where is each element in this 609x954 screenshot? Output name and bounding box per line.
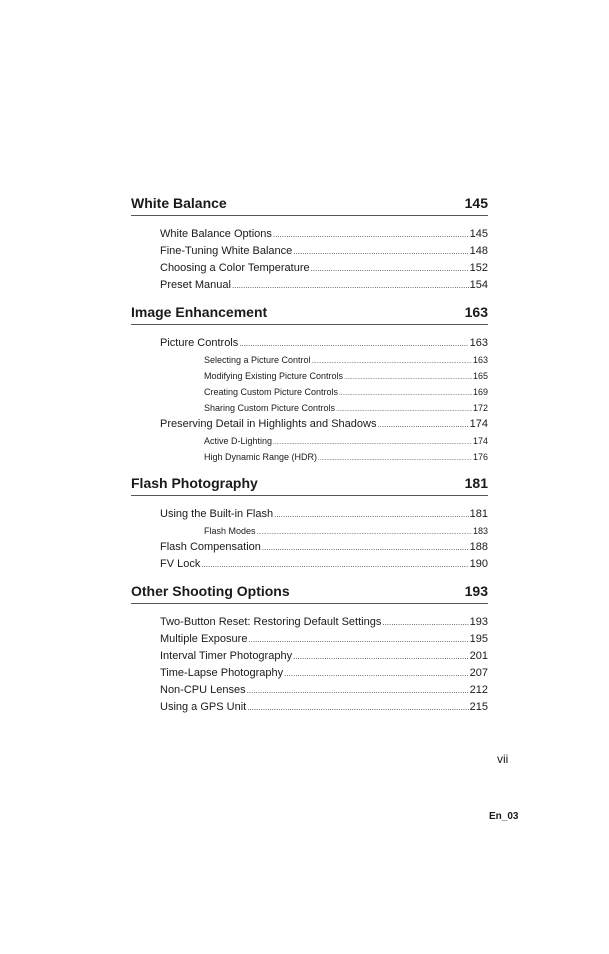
entry-label: Choosing a Color Temperature [160, 262, 310, 274]
entry-list [131, 335, 488, 465]
toc-subentry[interactable] [131, 523, 488, 539]
entry-list [131, 226, 488, 294]
entry-label: Using a GPS Unit [160, 701, 247, 713]
entry-label: Multiple Exposure [160, 633, 248, 645]
toc-entry[interactable] [131, 665, 488, 682]
entry-label: Time-Lapse Photography [160, 667, 284, 679]
toc-entry[interactable] [131, 506, 488, 523]
entry-page: 145 [469, 228, 488, 240]
entry-page: 169 [472, 387, 488, 397]
toc-section [131, 193, 488, 294]
entry-label: FV Lock [160, 558, 201, 570]
dot-leader [232, 277, 469, 294]
entry-label: Two-Button Reset: Restoring Default Settings [160, 616, 382, 628]
toc-section [131, 302, 488, 465]
entry-page: 193 [469, 616, 488, 628]
toc-subentry[interactable] [131, 368, 488, 384]
section-title: White Balance [131, 195, 227, 211]
section-title: Other Shooting Options [131, 583, 290, 599]
section-page: 193 [464, 583, 488, 599]
entry-page: 174 [472, 436, 488, 446]
dot-leader [344, 370, 472, 386]
table-of-contents [131, 193, 488, 724]
dot-leader [382, 614, 468, 631]
entry-page: 163 [469, 337, 488, 349]
toc-entry[interactable] [131, 556, 488, 573]
entry-page: 190 [469, 558, 488, 570]
dot-leader [284, 665, 469, 682]
entry-label: High Dynamic Range (HDR) [204, 452, 318, 462]
toc-entry[interactable] [131, 648, 488, 665]
dot-leader [293, 243, 468, 260]
toc-entry[interactable] [131, 699, 488, 716]
entry-page: 183 [472, 526, 488, 536]
dot-leader [239, 335, 468, 352]
dot-leader [201, 556, 468, 573]
dot-leader [377, 416, 468, 433]
toc-subentry[interactable] [131, 352, 488, 368]
entry-page: 215 [469, 701, 488, 713]
dot-leader [273, 226, 469, 243]
entry-label: Creating Custom Picture Controls [204, 387, 339, 397]
section-heading[interactable] [131, 581, 488, 604]
toc-entry[interactable] [131, 260, 488, 277]
section-heading[interactable] [131, 302, 488, 325]
section-page: 181 [464, 475, 488, 491]
entry-page: 195 [469, 633, 488, 645]
entry-label: Picture Controls [160, 337, 239, 349]
toc-entry[interactable] [131, 226, 488, 243]
section-title: Flash Photography [131, 475, 258, 491]
toc-entry[interactable] [131, 416, 488, 433]
entry-page: 212 [469, 684, 488, 696]
entry-label: Non-CPU Lenses [160, 684, 246, 696]
section-heading[interactable] [131, 473, 488, 496]
toc-subentry[interactable] [131, 433, 488, 449]
toc-subentry[interactable] [131, 449, 488, 465]
entry-page: 207 [469, 667, 488, 679]
dot-leader [247, 682, 469, 699]
dot-leader [318, 451, 472, 467]
entry-page: 163 [472, 355, 488, 365]
entry-page: 181 [469, 508, 488, 520]
section-heading[interactable] [131, 193, 488, 216]
section-title: Image Enhancement [131, 304, 268, 320]
entry-page: 152 [469, 262, 488, 274]
toc-subentry[interactable] [131, 384, 488, 400]
toc-entry[interactable] [131, 682, 488, 699]
entry-label: Fine-Tuning White Balance [160, 245, 293, 257]
entry-page: 148 [469, 245, 488, 257]
entry-label: Preserving Detail in Highlights and Shadows [160, 418, 377, 430]
entry-page: 174 [469, 418, 488, 430]
dot-leader [262, 539, 469, 556]
entry-label: White Balance Options [160, 228, 272, 240]
entry-page: 176 [472, 452, 488, 462]
dot-leader [339, 386, 472, 402]
entry-label: Preset Manual [160, 279, 231, 291]
dot-leader [274, 506, 469, 523]
dot-leader [311, 260, 469, 277]
entry-page: 172 [472, 403, 488, 413]
entry-label: Using the Built-in Flash [160, 508, 274, 520]
toc-section [131, 581, 488, 716]
entry-page: 165 [472, 371, 488, 381]
entry-label: Flash Compensation [160, 541, 261, 553]
entry-list [131, 614, 488, 716]
dot-leader [293, 648, 469, 665]
dot-leader [248, 631, 468, 648]
entry-page: 201 [469, 650, 488, 662]
page-number: vii [497, 752, 509, 766]
entry-label: Modifying Existing Picture Controls [204, 371, 344, 381]
section-page: 163 [464, 304, 488, 320]
entry-page: 188 [469, 541, 488, 553]
entry-label: Flash Modes [204, 526, 256, 536]
toc-entry[interactable] [131, 243, 488, 260]
entry-label: Sharing Custom Picture Controls [204, 403, 336, 413]
footer-code: En_03 [489, 811, 519, 822]
section-page: 145 [464, 195, 488, 211]
entry-list [131, 506, 488, 573]
toc-entry[interactable] [131, 539, 488, 556]
toc-entry[interactable] [131, 614, 488, 631]
toc-section [131, 473, 488, 573]
entry-label: Interval Timer Photography [160, 650, 293, 662]
toc-entry[interactable] [131, 335, 488, 352]
toc-subentry[interactable] [131, 400, 488, 416]
entry-page: 154 [469, 279, 488, 291]
dot-leader [247, 699, 468, 716]
entry-label: Active D-Lighting [204, 436, 273, 446]
toc-entry[interactable] [131, 631, 488, 648]
toc-entry[interactable] [131, 277, 488, 294]
entry-label: Selecting a Picture Control [204, 355, 311, 365]
